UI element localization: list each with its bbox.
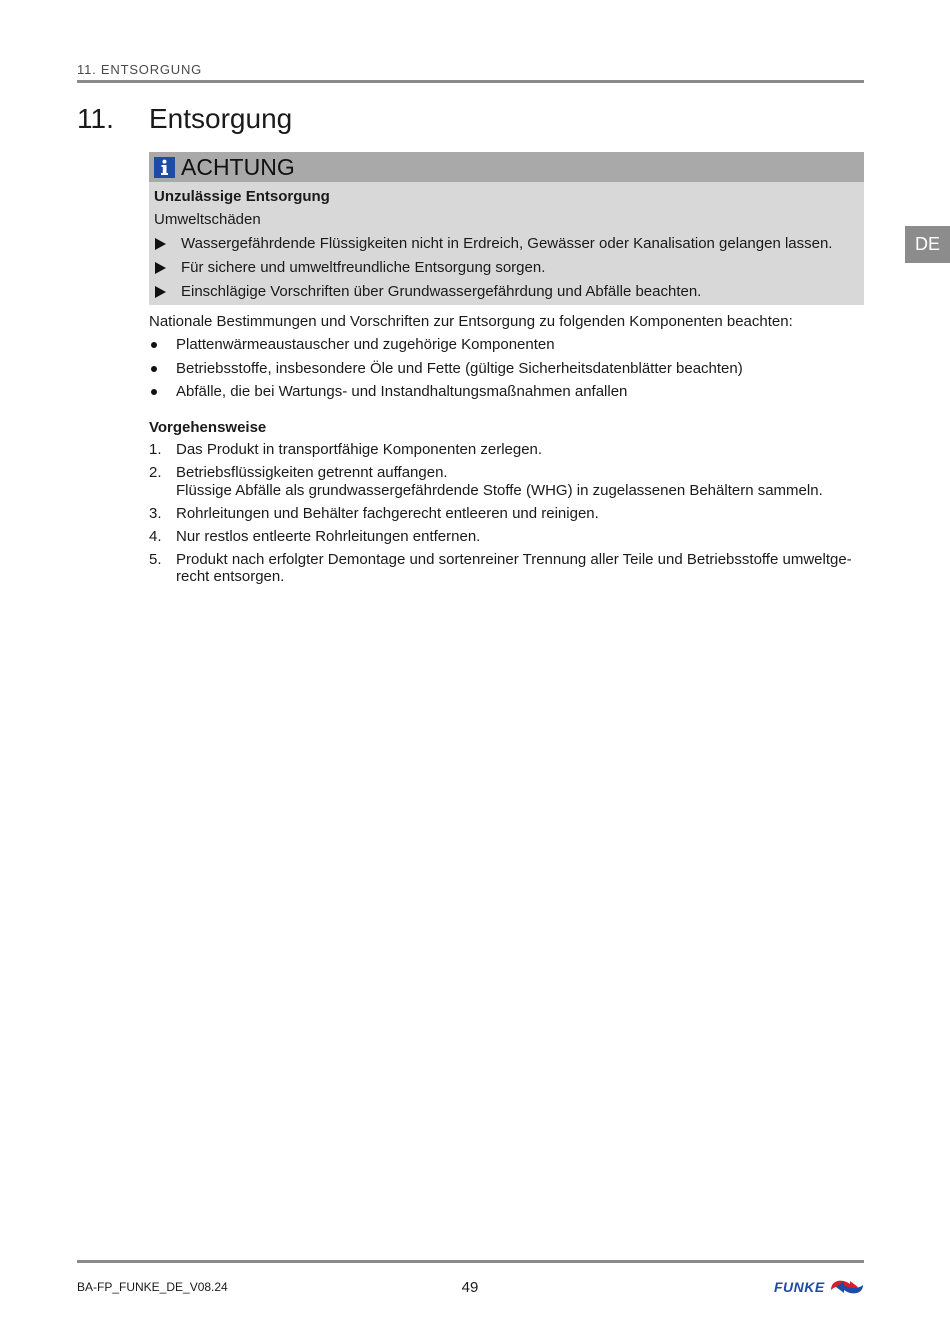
notice-step bbox=[154, 258, 859, 282]
bullet-icon bbox=[151, 389, 157, 395]
notice-step bbox=[154, 282, 859, 306]
step-number: 2. bbox=[149, 464, 162, 481]
bullet-icon bbox=[151, 342, 157, 348]
step-text: Flüssige Abfälle als grundwassergefährdende Stoffe (WHG) in zugelassenen Behältern sammeln. bbox=[176, 481, 823, 499]
step-text: recht entsorgen. bbox=[176, 568, 285, 585]
list-item-text: Plattenwärmeaustauscher und zugehörige Komponenten bbox=[176, 336, 555, 353]
notice-box bbox=[149, 152, 864, 305]
notice-title: Unzulässige Entsorgung bbox=[154, 188, 330, 205]
bullet-icon bbox=[151, 366, 157, 372]
procedure-list bbox=[149, 441, 864, 591]
list-item bbox=[149, 335, 864, 359]
step-text: Rohrleitungen und Behälter fachgerecht entleeren und reinigen. bbox=[176, 504, 599, 522]
procedure-step bbox=[149, 505, 864, 523]
brand-mark-icon bbox=[828, 1276, 866, 1298]
list-item-text: Abfälle, die bei Wartungs- und Instandhaltungsmaßnahmen anfallen bbox=[176, 383, 628, 400]
language-tab: DE bbox=[905, 226, 950, 263]
notice-step-text: Wassergefährdende Flüssigkeiten nicht in Erdreich, Gewässer oder Kanalisation gelangen lassen. bbox=[181, 235, 833, 252]
step-text: Das Produkt in transportfähige Komponenten zerlegen. bbox=[176, 441, 543, 458]
intro-paragraph: Nationale Bestimmungen und Vorschriften zur Entsorgung zu folgenden Komponenten beachten: bbox=[149, 313, 793, 330]
chapter-number: 11. bbox=[77, 103, 114, 134]
notice-step-text: Einschlägige Vorschriften über Grundwassergefährdung und Abfälle beachten. bbox=[181, 283, 702, 300]
step-number: 1. bbox=[149, 441, 162, 458]
brand-name: FUNKE bbox=[774, 1279, 825, 1295]
procedure-step bbox=[149, 441, 864, 459]
step-text: Nur restlos entleerte Rohrleitungen entfernen. bbox=[176, 527, 481, 545]
notice-step bbox=[154, 234, 859, 258]
notice-step-text: Für sichere und umweltfreundliche Entsorgung sorgen. bbox=[181, 259, 546, 276]
procedure-step bbox=[149, 464, 864, 499]
procedure-step bbox=[149, 551, 864, 586]
step-number: 4. bbox=[149, 527, 162, 545]
bullet-list bbox=[149, 335, 864, 406]
notice-consequence: Umweltschäden bbox=[154, 211, 261, 228]
list-item-text: Betriebsstoffe, insbesondere Öle und Fette (gültige Sicherheitsdatenblätter beachten) bbox=[176, 359, 743, 377]
document-id: BA-FP_FUNKE_DE_V08.24 bbox=[77, 1280, 228, 1294]
page-title: Entsorgung bbox=[149, 103, 293, 134]
step-number: 5. bbox=[149, 550, 162, 568]
list-item bbox=[149, 359, 864, 383]
running-header: 11. ENTSORGUNG bbox=[77, 62, 203, 77]
arrow-right-icon bbox=[155, 286, 166, 298]
procedure-step bbox=[149, 528, 864, 546]
list-item bbox=[149, 382, 864, 406]
arrow-right-icon bbox=[155, 262, 166, 274]
info-icon bbox=[154, 157, 175, 178]
procedure-title: Vorgehensweise bbox=[149, 419, 267, 436]
step-number: 3. bbox=[149, 504, 162, 522]
funke-logo bbox=[774, 1276, 866, 1298]
arrow-right-icon bbox=[155, 238, 166, 250]
step-text: Produkt nach erfolgter Demontage und sortenreiner Trennung aller Teile und Betriebsstoffe umweltge- bbox=[176, 550, 852, 568]
page-number: 49 bbox=[461, 1279, 479, 1296]
notice-body bbox=[154, 187, 859, 306]
step-text: Betriebsflüssigkeiten getrennt auffangen. bbox=[176, 464, 448, 481]
footer-rule bbox=[77, 1260, 864, 1263]
header-rule bbox=[77, 80, 864, 83]
signal-word: ACHTUNG bbox=[181, 154, 295, 180]
notice-header bbox=[149, 152, 864, 182]
